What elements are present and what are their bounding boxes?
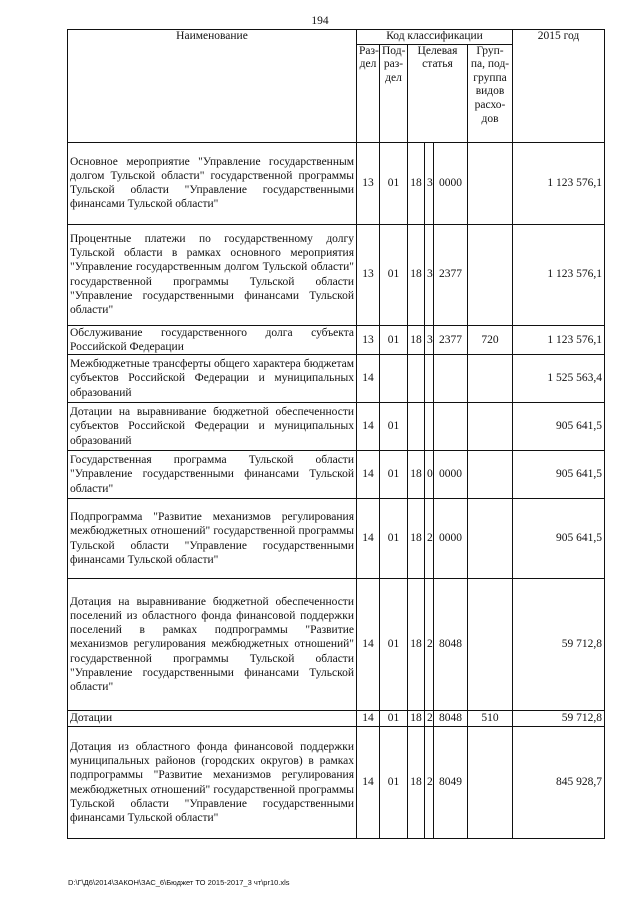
- table-row: [68, 579, 605, 711]
- row-amount: 1 123 576,1: [513, 325, 605, 354]
- row-target-direction: 8048: [434, 579, 468, 711]
- row-expense-group: 510: [468, 711, 513, 727]
- row-target-program: 18: [408, 499, 425, 579]
- table-row: [68, 224, 605, 325]
- row-razdel: 13: [357, 224, 380, 325]
- row-name: Межбюджетные трансферты общего характера бюджетам субъектов Российской Федерации и муниципальных образований: [68, 355, 357, 403]
- row-podrazdel: 01: [380, 499, 408, 579]
- row-podrazdel: 01: [380, 224, 408, 325]
- row-target-subprogram: [425, 355, 434, 403]
- row-expense-group: [468, 142, 513, 224]
- row-target-direction: 2377: [434, 224, 468, 325]
- row-target-program: [408, 403, 425, 451]
- table-row: [68, 727, 605, 839]
- row-name: Основное мероприятие "Управление государственным долгом Тульской области" государственной программы Тульской области "Управление государственными финансами Тульской области": [68, 142, 357, 224]
- row-razdel: 14: [357, 451, 380, 499]
- row-target-program: 18: [408, 579, 425, 711]
- row-expense-group: [468, 579, 513, 711]
- table-row: [68, 142, 605, 224]
- header-row-1: [68, 30, 605, 45]
- row-expense-group: [468, 499, 513, 579]
- row-name: Процентные платежи по государственному долгу Тульской области в рамках основного мероприятия "Управление государственным долгом Тульской области" государственной программы Тульской области "Управление государственными финансами Тульской области": [68, 224, 357, 325]
- header-razdel: Раз- дел: [357, 44, 380, 142]
- table-row: [68, 711, 605, 727]
- row-expense-group: [468, 727, 513, 839]
- row-amount: 1 525 563,4: [513, 355, 605, 403]
- row-name: Дотация на выравнивание бюджетной обеспеченности поселений из областного фонда финансовой поддержки поселений в рамках подпрограммы "Развитие механизмов регулирования межбюджетных отношений" государственной программы Тульской области "Управление государственными финансами Тульской области": [68, 579, 357, 711]
- row-amount: 1 123 576,1: [513, 142, 605, 224]
- row-target-program: 18: [408, 224, 425, 325]
- row-target-subprogram: 3: [425, 325, 434, 354]
- row-name: Подпрограмма "Развитие механизмов регулирования межбюджетных отношений" государственной программы Тульской области "Управление государственными финансами Тульской области": [68, 499, 357, 579]
- row-razdel: 14: [357, 499, 380, 579]
- row-target-direction: [434, 403, 468, 451]
- row-name: Дотации на выравнивание бюджетной обеспеченности субъектов Российской Федерации и муниципальных образований: [68, 403, 357, 451]
- row-target-program: 18: [408, 142, 425, 224]
- header-expense-group: Груп- па, под- группа видов расхо- дов: [468, 44, 513, 142]
- row-target-subprogram: 3: [425, 224, 434, 325]
- row-target-subprogram: 2: [425, 499, 434, 579]
- row-podrazdel: 01: [380, 403, 408, 451]
- row-target-subprogram: 0: [425, 451, 434, 499]
- row-podrazdel: 01: [380, 711, 408, 727]
- row-target-program: 18: [408, 325, 425, 354]
- table-row: [68, 499, 605, 579]
- row-expense-group: [468, 355, 513, 403]
- row-razdel: 13: [357, 325, 380, 354]
- row-expense-group: [468, 403, 513, 451]
- row-amount: 59 712,8: [513, 711, 605, 727]
- page-number: 194: [311, 15, 329, 27]
- footer-file-path: D:\Г\Д6\2014\ЗАКОН\ЗАС_6\Бюджет ТО 2015-2017_3 чт\pr10.xls: [68, 878, 290, 887]
- row-razdel: 13: [357, 142, 380, 224]
- row-target-subprogram: 2: [425, 579, 434, 711]
- table-row: [68, 355, 605, 403]
- row-expense-group: 720: [468, 325, 513, 354]
- row-target-direction: 0000: [434, 451, 468, 499]
- table-row: [68, 325, 605, 354]
- row-expense-group: [468, 451, 513, 499]
- row-target-subprogram: 2: [425, 711, 434, 727]
- row-podrazdel: 01: [380, 451, 408, 499]
- row-amount: 1 123 576,1: [513, 224, 605, 325]
- header-name: Наименование: [68, 30, 357, 143]
- table-row: [68, 451, 605, 499]
- row-amount: 905 641,5: [513, 499, 605, 579]
- header-classification: Код классификации: [357, 30, 513, 45]
- row-amount: 905 641,5: [513, 451, 605, 499]
- row-target-direction: 8049: [434, 727, 468, 839]
- row-target-subprogram: 3: [425, 142, 434, 224]
- header-target-article: Целевая статья: [408, 44, 468, 142]
- row-razdel: 14: [357, 711, 380, 727]
- row-name: Дотации: [68, 711, 357, 727]
- row-target-direction: 0000: [434, 499, 468, 579]
- row-target-program: 18: [408, 711, 425, 727]
- row-target-direction: 8048: [434, 711, 468, 727]
- row-target-program: 18: [408, 727, 425, 839]
- row-podrazdel: [380, 355, 408, 403]
- row-amount: 905 641,5: [513, 403, 605, 451]
- row-razdel: 14: [357, 579, 380, 711]
- row-name: Государственная программа Тульской области "Управление государственными финансами Тульской области": [68, 451, 357, 499]
- row-expense-group: [468, 224, 513, 325]
- row-podrazdel: 01: [380, 325, 408, 354]
- row-razdel: 14: [357, 355, 380, 403]
- table-row: [68, 403, 605, 451]
- row-razdel: 14: [357, 727, 380, 839]
- row-target-subprogram: [425, 403, 434, 451]
- row-podrazdel: 01: [380, 579, 408, 711]
- row-name: Дотация из областного фонда финансовой поддержки муниципальных районов (городских округов) в рамках подпрограммы "Развитие механизмов регулирования межбюджетных отношений" государственной программы Тульской области "Управление государственными финансами Тульской области": [68, 727, 357, 839]
- row-amount: 845 928,7: [513, 727, 605, 839]
- row-razdel: 14: [357, 403, 380, 451]
- budget-table: [67, 29, 605, 839]
- row-target-direction: [434, 355, 468, 403]
- row-target-program: 18: [408, 451, 425, 499]
- row-podrazdel: 01: [380, 727, 408, 839]
- row-target-direction: 0000: [434, 142, 468, 224]
- row-name: Обслуживание государственного долга субъекта Российской Федерации: [68, 325, 357, 354]
- header-year: 2015 год: [513, 30, 605, 143]
- row-podrazdel: 01: [380, 142, 408, 224]
- row-amount: 59 712,8: [513, 579, 605, 711]
- row-target-program: [408, 355, 425, 403]
- row-target-direction: 2377: [434, 325, 468, 354]
- header-podrazdel: Под- раз- дел: [380, 44, 408, 142]
- row-target-subprogram: 2: [425, 727, 434, 839]
